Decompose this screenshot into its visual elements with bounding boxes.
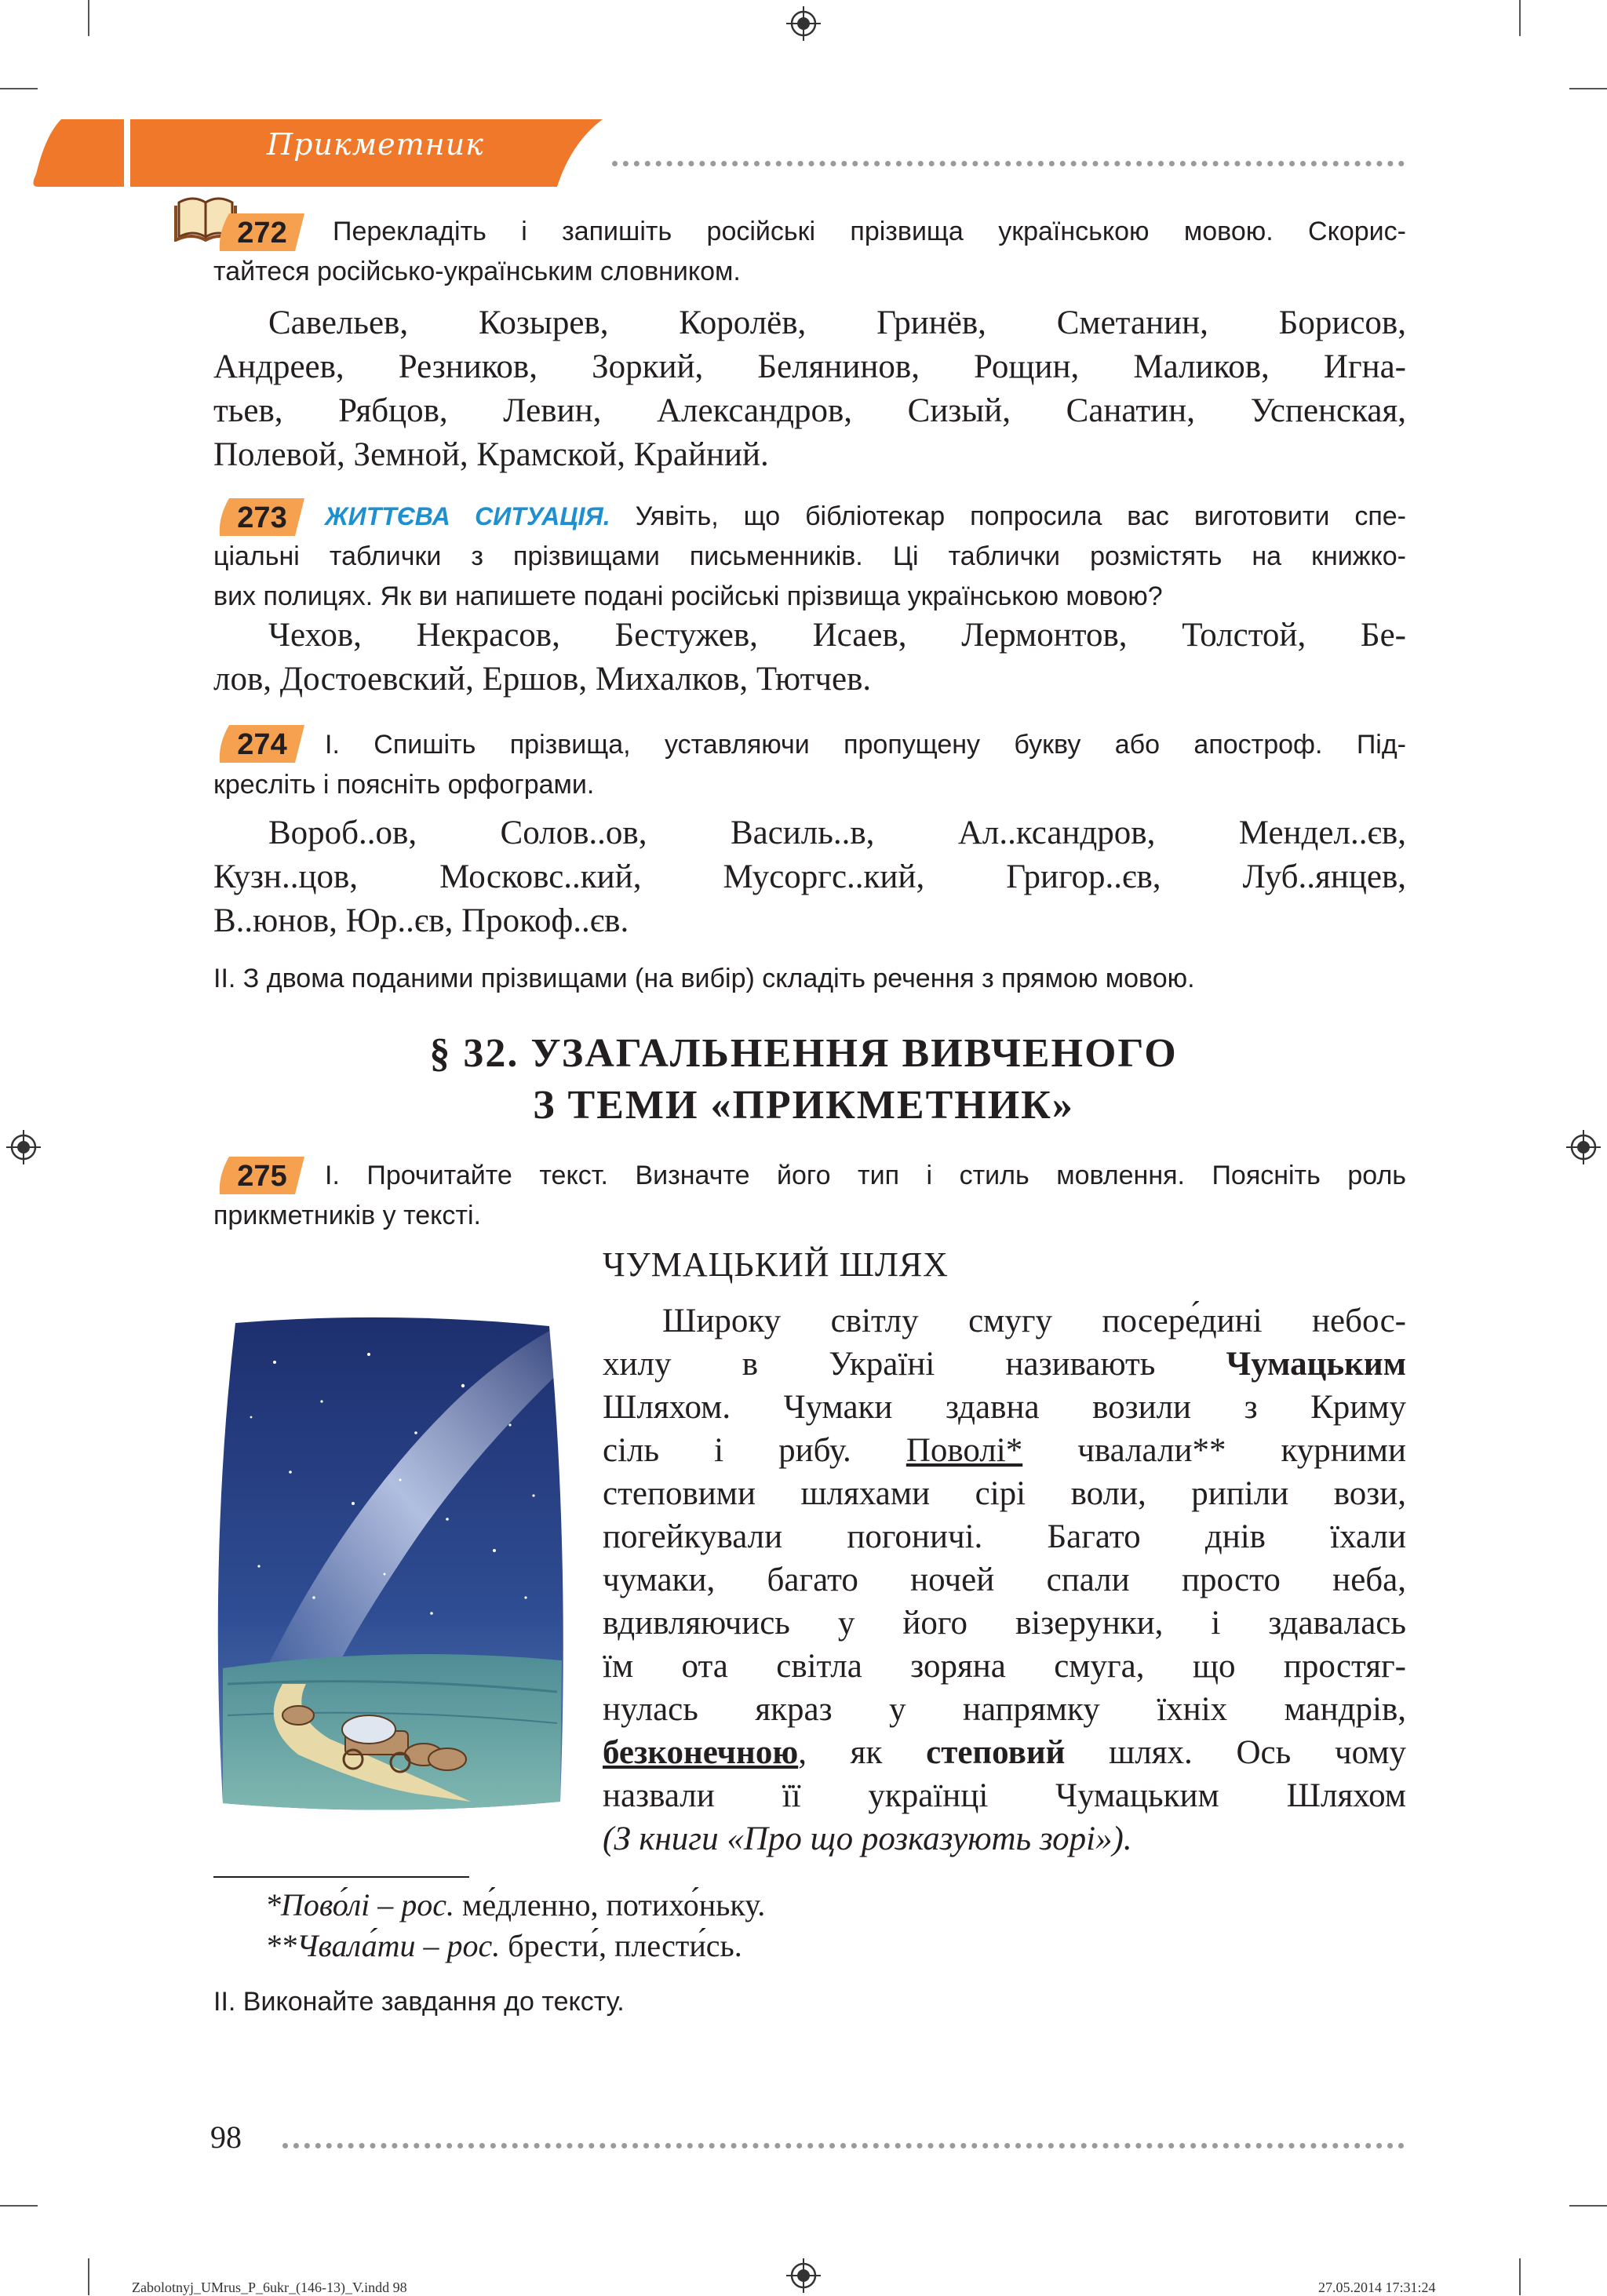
task-273-surnames: Чехов, Некрасов, Бестужев, Исаев, Лермонтов, Толстой, Бе- лов, Достоевский, Ершов, Михалков, Тютчев. <box>213 617 1406 698</box>
registration-mark-icon <box>786 2258 821 2293</box>
crop-mark <box>1569 88 1607 89</box>
life-situation-label: ЖИТТЄВА СИТУАЦІЯ. <box>325 502 610 530</box>
registration-mark-icon <box>1566 1130 1601 1164</box>
date-slug: 27.05.2014 17:31:24 <box>1318 2280 1436 2295</box>
footer-dotted-rule <box>282 2143 1405 2148</box>
file-slug: Zabolotnyj_UMrus_P_6ukr_(146-13)_V.indd 98 <box>132 2280 407 2295</box>
crop-mark <box>1569 2205 1607 2207</box>
task-275-instruction: І. Прочитайте текст. Визначте його тип і стиль мовлення. Поясніть роль прикметників у тексті. <box>213 1161 1406 1230</box>
crop-mark <box>88 0 89 36</box>
task-number-badge: 272 <box>218 212 306 251</box>
task-275-part2: ІІ. Виконайте завдання до тексту. <box>213 1987 625 2017</box>
page-number: 98 <box>210 2119 242 2155</box>
header-dotted-rule <box>612 161 1405 166</box>
task-274-part2: ІІ. З двома поданими прізвищами (на вибір) складіть речення з прямою мовою. <box>213 964 1195 993</box>
task-274-instruction: І. Спишіть прізвища, уставляючи пропущену букву або апостроф. Під- кресліть і поясніть орфограми. <box>213 730 1406 800</box>
crop-mark <box>88 2258 89 2295</box>
task-272-surnames: Савельев, Козырев, Королёв, Гринёв, Сметанин, Борисов, Андреев, Резников, Зоркий, Белянинов, Рощин, Маликов, Игна- тьев, Рябцов, Левин, Александров, Сизый, Санатин, Успенская, Полевой, Земной, Крамской, Крайний. <box>213 304 1406 473</box>
task-number-badge: 273 <box>218 497 306 536</box>
task-273-instruction: ЖИТТЄВА СИТУАЦІЯ. Уявіть, що бібліотекар попросила вас виготовити спе- ціальні таблички з прізвищами письменників. Ці таблички розмістять на книжко- вих полицях. Як ви напишете подані російські прізвища українською мовою? <box>213 501 1407 611</box>
registration-mark-icon <box>6 1130 41 1164</box>
crop-mark <box>0 88 38 89</box>
footnote-1: *Пово́лі – рос. ме́дленно, потихо́ньку. <box>265 1887 766 1922</box>
milky-way-illustration <box>212 1315 570 1813</box>
crop-mark <box>1519 2258 1521 2295</box>
footnote-2: **Чвала́ти – рос. брести́, плести́сь. <box>265 1928 742 1963</box>
crop-mark <box>1519 0 1521 36</box>
task-272-instruction: Перекладіть і запишіть російські прізвища українською мовою. Скорис- тайтеся російсько-українським словником. <box>213 217 1406 286</box>
task-number-badge: 275 <box>218 1155 306 1194</box>
story-text: Широку світлу смугу посере́дині небос- хилу в Україні називають Чумацьким Шляхом. Чумаки здавна возили з Криму сіль і рибу. Поволі* чвалали** курними степовими шляхами сірі воли, рипіли вози, погейкували погоничі. Багато днів їхали чумаки, багато ночей спали просто неба, вдивляючись у його візерунки, і здавалась їм ота світла зоряна смуга, що простяг- нулась якраз у напрямку їхніх мандрів, безконечною, як степовий шлях. Ось чому назвали її українці Чумацьким Шляхом (З книги «Про що розказують зорі»). <box>603 1303 1407 1857</box>
task-274-surnames: Вороб..ов, Солов..ов, Василь..в, Ал..ксандров, Мендел..єв, Кузн..цов, Московс..кий, Мусоргс..кий, Григор..єв, Луб..янцев, В..юнов, Юр..єв, Прокоф..єв. <box>213 815 1406 939</box>
header-title: Прикметник <box>267 127 484 162</box>
section-title: § 32. УЗАГАЛЬНЕННЯ ВИВЧЕНОГО З ТЕМИ «ПРИКМЕТНИК» <box>429 1031 1178 1128</box>
crop-mark <box>0 2205 38 2207</box>
story-title: ЧУМАЦЬКИЙ ШЛЯХ <box>603 1245 949 1284</box>
registration-mark-icon <box>786 6 821 41</box>
footnote-rule <box>213 1876 469 1878</box>
task-number-badge: 274 <box>218 723 306 763</box>
